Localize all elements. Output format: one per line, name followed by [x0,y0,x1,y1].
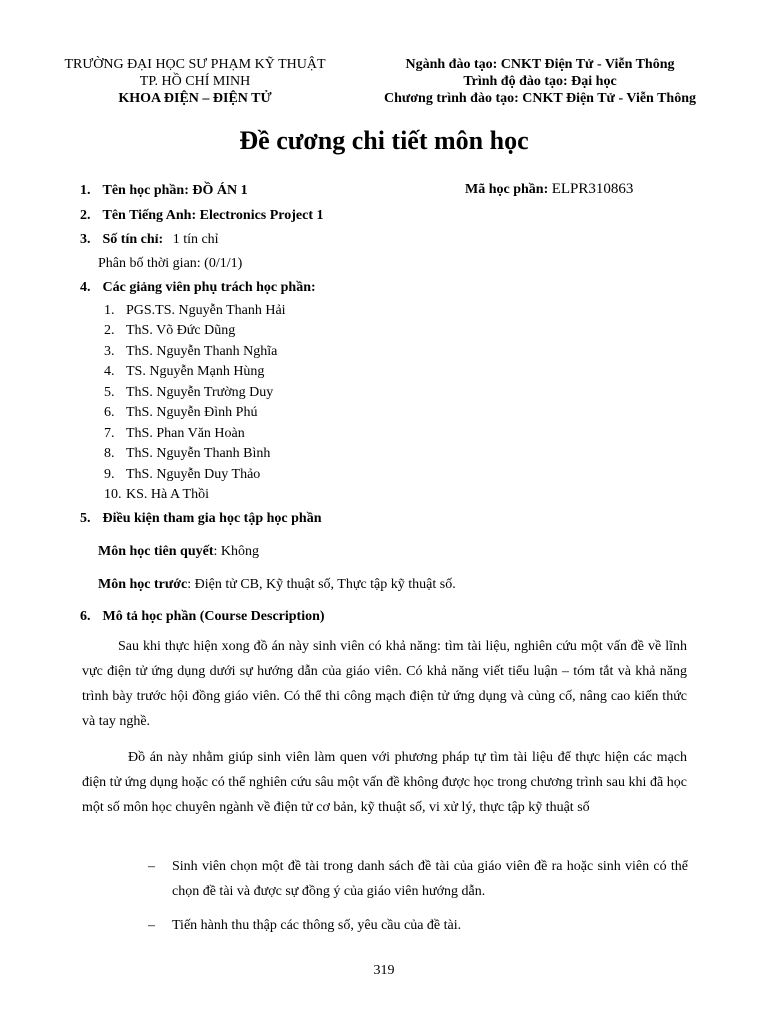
lecturer-name: ThS. Nguyễn Trường Duy [126,385,274,400]
university-name: TRƯỜNG ĐẠI HỌC SƯ PHẠM KỸ THUẬT [64,57,326,72]
lecturer-item [104,466,260,483]
lecturer-name: ThS. Nguyễn Duy Thảo [126,467,261,482]
course-code-label: Mã học phần: [465,182,549,197]
lecturers-heading: Các giảng viên phụ trách học phần: [102,280,316,295]
lecturer-item [104,486,209,503]
prerequisite-value: : Không [213,544,259,559]
description-paragraph: Đồ án này nhằm giúp sinh viên làm quen với phương pháp tự tìm tài liệu để thực hiện các mạch điện tử ứng dụng hoặc có thể nghiên cứu sâu một vấn đề không được học trong chương trình sau khi đã học một số môn học chuyên ngành về điện tử cơ bản, kỹ thuật số, vi xử lý, thực tập kỹ thuật số [82,750,687,815]
institution-header [40,56,350,107]
english-name: Tên Tiếng Anh: Electronics Project 1 [102,208,324,223]
credits-value: 1 tín chỉ [172,232,219,247]
lecturer-name: TS. Nguyễn Mạnh Hùng [126,364,265,379]
description-paragraph: Sau khi thực hiện xong đồ án này sinh viên có khả năng: tìm tài liệu, nghiên cứu một vấn đề về lĩnh vực điện tử ứng dụng dưới sự hướng dẫn của giáo viên. Có khả năng viết tiểu luận – tóm tắt và khả năng trình bày trước hội đồng giáo viên. Có thể thi công mạch điện tử ứng dụng và củng cố, nâng cao kiến thức và tay nghề. [82,639,687,729]
lecturer-item [104,445,270,462]
lecturer-number: 6. [104,405,115,420]
lecturer-number: 2. [104,323,115,338]
lecturer-item [104,404,257,421]
lecturer-name: KS. Hà A Thồi [126,487,209,502]
item-number: 5. [80,511,91,526]
time-allocation: Phân bố thời gian: (0/1/1) [98,256,243,271]
bullet-text: Tiến hành thu thập các thông số, yêu cầu của đề tài. [172,918,462,933]
description-heading: Mô tả học phần (Course Description) [102,609,325,624]
program-major: Ngành đào tạo: CNKT Điện Tử - Viễn Thông [405,57,675,72]
program-curriculum: Chương trình đào tạo: CNKT Điện Tử - Viễn Thông [383,91,696,106]
prerequisites-heading: Điều kiện tham gia học tập học phần [102,511,322,526]
lecturer-name: PGS.TS. Nguyễn Thanh Hải [126,303,286,318]
item-lecturers [80,279,316,296]
page-number: 319 [373,963,395,978]
lecturer-number: 7. [104,426,115,441]
lecturer-item [104,384,273,401]
lecturer-item [104,425,245,442]
course-name: Tên học phần: ĐỒ ÁN 1 [102,183,248,198]
credits-label: Số tín chỉ: [102,232,164,247]
lecturer-item [104,343,277,360]
item-number: 3. [80,232,91,247]
lecturer-number: 1. [104,303,115,318]
lecturer-item [104,322,235,339]
lecturer-name: ThS. Nguyễn Thanh Bình [126,446,271,461]
dash-marker: – [148,859,155,874]
lecturer-name: ThS. Phan Văn Hoàn [126,426,245,441]
faculty-name: KHOA ĐIỆN – ĐIỆN TỬ [118,91,272,106]
item-course-code [465,181,633,198]
university-city: TP. HỒ CHÍ MINH [139,74,251,89]
item-course-name [80,182,248,199]
item-credits [80,231,219,248]
prior-course-value: : Điện tử CB, Kỹ thuật số, Thực tập kỹ thuật số. [187,577,456,592]
bullet-item [148,913,688,938]
program-level: Trình độ đào tạo: Đại học [463,74,617,89]
lecturer-item [104,363,264,380]
item-english-name [80,207,324,224]
prerequisite-course [98,543,259,560]
lecturer-item [104,302,286,319]
lecturer-name: ThS. Nguyễn Đình Phú [126,405,258,420]
lecturer-number: 8. [104,446,115,461]
item-prerequisites [80,510,321,527]
item-number: 4. [80,280,91,295]
prior-course [98,576,456,593]
lecturer-name: ThS. Nguyễn Thanh Nghĩa [126,344,278,359]
dash-marker: – [148,918,155,933]
lecturer-number: 3. [104,344,115,359]
lecturer-number: 9. [104,467,115,482]
prior-course-label: Môn học trước [98,577,188,592]
item-number: 2. [80,208,91,223]
lecturer-number: 4. [104,364,115,379]
document-title: Đề cương chi tiết môn học [239,126,529,155]
lecturer-number: 5. [104,385,115,400]
item-number: 1. [80,183,91,198]
program-header [355,56,725,107]
bullet-item [148,854,688,904]
course-code-value: ELPR310863 [551,181,634,197]
lecturer-name: ThS. Võ Đức Dũng [126,323,236,338]
item-description [80,608,325,625]
item-number: 6. [80,609,91,624]
bullet-text: Sinh viên chọn một đề tài trong danh sách đề tài của giáo viên đề ra hoặc sinh viên có thể chọn đề tài và được sự đồng ý của giáo viên hướng dẫn. [172,859,688,899]
lecturer-number: 10. [104,487,122,502]
prerequisite-label: Môn học tiên quyết [98,544,214,559]
